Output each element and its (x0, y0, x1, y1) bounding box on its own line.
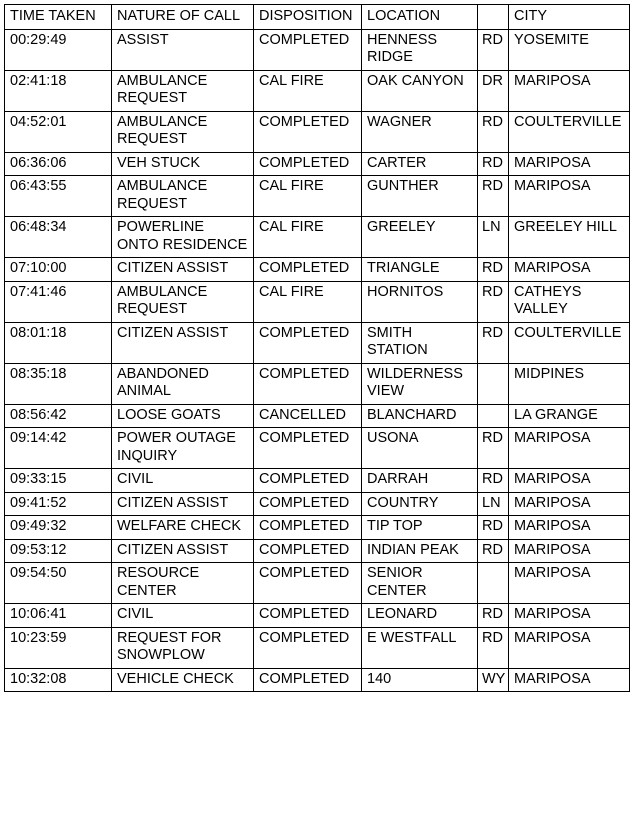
header-time-taken: TIME TAKEN (5, 5, 112, 30)
cell-time-taken: 09:41:52 (5, 492, 112, 516)
cell-nature-of-call: ASSIST (112, 29, 254, 70)
cell-street-suffix: RD (478, 469, 509, 493)
cell-disposition: COMPLETED (254, 668, 362, 692)
cell-time-taken: 02:41:18 (5, 70, 112, 111)
cell-street-suffix: DR (478, 70, 509, 111)
cell-disposition: COMPLETED (254, 604, 362, 628)
cell-nature-of-call: RESOURCE CENTER (112, 563, 254, 604)
cell-street-suffix: LN (478, 217, 509, 258)
cell-nature-of-call: POWER OUTAGE INQUIRY (112, 428, 254, 469)
cell-location: E WESTFALL (362, 627, 478, 668)
header-location: LOCATION (362, 5, 478, 30)
cell-street-suffix: RD (478, 258, 509, 282)
cell-nature-of-call: LOOSE GOATS (112, 404, 254, 428)
table-row (5, 281, 630, 322)
cell-city: CATHEYS VALLEY (509, 281, 630, 322)
table-row (5, 627, 630, 668)
cell-time-taken: 09:33:15 (5, 469, 112, 493)
cell-disposition: COMPLETED (254, 539, 362, 563)
cell-location: DARRAH (362, 469, 478, 493)
cell-location: SMITH STATION (362, 322, 478, 363)
cell-time-taken: 10:06:41 (5, 604, 112, 628)
table-row (5, 176, 630, 217)
table-row (5, 29, 630, 70)
cell-street-suffix: RD (478, 281, 509, 322)
cell-location: USONA (362, 428, 478, 469)
cell-nature-of-call: CIVIL (112, 604, 254, 628)
cell-time-taken: 06:48:34 (5, 217, 112, 258)
cell-location: COUNTRY (362, 492, 478, 516)
cell-nature-of-call: CIVIL (112, 469, 254, 493)
cell-time-taken: 09:54:50 (5, 563, 112, 604)
table-row (5, 70, 630, 111)
cell-disposition: COMPLETED (254, 322, 362, 363)
cell-time-taken: 08:56:42 (5, 404, 112, 428)
cell-nature-of-call: WELFARE CHECK (112, 516, 254, 540)
cell-nature-of-call: AMBULANCE REQUEST (112, 70, 254, 111)
cell-nature-of-call: VEH STUCK (112, 152, 254, 176)
table-row (5, 563, 630, 604)
cell-city: MARIPOSA (509, 152, 630, 176)
cell-city: MARIPOSA (509, 668, 630, 692)
cell-nature-of-call: CITIZEN ASSIST (112, 322, 254, 363)
cell-street-suffix: RD (478, 176, 509, 217)
table-row (5, 217, 630, 258)
header-city: CITY (509, 5, 630, 30)
header-street-suffix (478, 5, 509, 30)
cell-street-suffix: RD (478, 152, 509, 176)
cell-street-suffix (478, 363, 509, 404)
cell-disposition: CANCELLED (254, 404, 362, 428)
cell-disposition: COMPLETED (254, 516, 362, 540)
cell-nature-of-call: REQUEST FOR SNOWPLOW (112, 627, 254, 668)
cell-location: HENNESS RIDGE (362, 29, 478, 70)
cell-street-suffix: RD (478, 539, 509, 563)
cell-street-suffix: WY (478, 668, 509, 692)
cell-city: MARIPOSA (509, 604, 630, 628)
cell-time-taken: 06:43:55 (5, 176, 112, 217)
header-nature-of-call: NATURE OF CALL (112, 5, 254, 30)
cell-disposition: COMPLETED (254, 111, 362, 152)
cell-nature-of-call: AMBULANCE REQUEST (112, 111, 254, 152)
cell-city: COULTERVILLE (509, 322, 630, 363)
cell-city: COULTERVILLE (509, 111, 630, 152)
call-log-table (4, 4, 630, 692)
cell-location: HORNITOS (362, 281, 478, 322)
cell-nature-of-call: AMBULANCE REQUEST (112, 281, 254, 322)
table-row (5, 516, 630, 540)
cell-time-taken: 08:01:18 (5, 322, 112, 363)
table-row (5, 322, 630, 363)
header-row (5, 5, 630, 30)
cell-location: 140 (362, 668, 478, 692)
cell-street-suffix: RD (478, 627, 509, 668)
cell-nature-of-call: VEHICLE CHECK (112, 668, 254, 692)
cell-disposition: CAL FIRE (254, 70, 362, 111)
cell-nature-of-call: AMBULANCE REQUEST (112, 176, 254, 217)
cell-time-taken: 10:23:59 (5, 627, 112, 668)
cell-city: MARIPOSA (509, 70, 630, 111)
cell-location: WAGNER (362, 111, 478, 152)
cell-location: TIP TOP (362, 516, 478, 540)
cell-time-taken: 08:35:18 (5, 363, 112, 404)
cell-street-suffix: RD (478, 29, 509, 70)
cell-city: MARIPOSA (509, 469, 630, 493)
cell-time-taken: 07:41:46 (5, 281, 112, 322)
cell-location: LEONARD (362, 604, 478, 628)
cell-location: BLANCHARD (362, 404, 478, 428)
cell-city: MARIPOSA (509, 539, 630, 563)
table-row (5, 152, 630, 176)
cell-disposition: COMPLETED (254, 29, 362, 70)
cell-city: MARIPOSA (509, 492, 630, 516)
table-row (5, 258, 630, 282)
cell-disposition: COMPLETED (254, 258, 362, 282)
cell-city: MARIPOSA (509, 428, 630, 469)
cell-time-taken: 06:36:06 (5, 152, 112, 176)
cell-time-taken: 10:32:08 (5, 668, 112, 692)
cell-disposition: COMPLETED (254, 428, 362, 469)
cell-street-suffix: RD (478, 111, 509, 152)
cell-city: MARIPOSA (509, 627, 630, 668)
cell-nature-of-call: CITIZEN ASSIST (112, 539, 254, 563)
cell-city: MARIPOSA (509, 176, 630, 217)
cell-location: TRIANGLE (362, 258, 478, 282)
cell-city: YOSEMITE (509, 29, 630, 70)
cell-disposition: COMPLETED (254, 563, 362, 604)
cell-location: CARTER (362, 152, 478, 176)
table-row (5, 469, 630, 493)
cell-nature-of-call: CITIZEN ASSIST (112, 492, 254, 516)
cell-time-taken: 00:29:49 (5, 29, 112, 70)
cell-street-suffix: RD (478, 516, 509, 540)
table-body (5, 29, 630, 692)
table-row (5, 492, 630, 516)
cell-city: GREELEY HILL (509, 217, 630, 258)
table-row (5, 428, 630, 469)
cell-street-suffix (478, 404, 509, 428)
cell-location: WILDERNESS VIEW (362, 363, 478, 404)
cell-location: SENIOR CENTER (362, 563, 478, 604)
cell-location: GUNTHER (362, 176, 478, 217)
table-row (5, 111, 630, 152)
cell-disposition: COMPLETED (254, 152, 362, 176)
cell-disposition: COMPLETED (254, 469, 362, 493)
cell-city: MARIPOSA (509, 516, 630, 540)
cell-street-suffix: RD (478, 322, 509, 363)
cell-location: GREELEY (362, 217, 478, 258)
cell-time-taken: 09:53:12 (5, 539, 112, 563)
header-disposition: DISPOSITION (254, 5, 362, 30)
table-row (5, 668, 630, 692)
cell-street-suffix: LN (478, 492, 509, 516)
cell-location: INDIAN PEAK (362, 539, 478, 563)
cell-disposition: COMPLETED (254, 363, 362, 404)
cell-city: MARIPOSA (509, 563, 630, 604)
cell-disposition: CAL FIRE (254, 217, 362, 258)
cell-disposition: COMPLETED (254, 627, 362, 668)
cell-nature-of-call: POWERLINE ONTO RESIDENCE (112, 217, 254, 258)
table-row (5, 404, 630, 428)
cell-time-taken: 09:49:32 (5, 516, 112, 540)
cell-city: MARIPOSA (509, 258, 630, 282)
cell-city: LA GRANGE (509, 404, 630, 428)
cell-city: MIDPINES (509, 363, 630, 404)
table-row (5, 604, 630, 628)
cell-disposition: COMPLETED (254, 492, 362, 516)
table-row (5, 363, 630, 404)
cell-location: OAK CANYON (362, 70, 478, 111)
cell-time-taken: 07:10:00 (5, 258, 112, 282)
cell-street-suffix: RD (478, 428, 509, 469)
cell-nature-of-call: CITIZEN ASSIST (112, 258, 254, 282)
cell-time-taken: 04:52:01 (5, 111, 112, 152)
cell-street-suffix: RD (478, 604, 509, 628)
cell-disposition: CAL FIRE (254, 281, 362, 322)
table-header (5, 5, 630, 30)
cell-street-suffix (478, 563, 509, 604)
cell-disposition: CAL FIRE (254, 176, 362, 217)
cell-nature-of-call: ABANDONED ANIMAL (112, 363, 254, 404)
table-row (5, 539, 630, 563)
cell-time-taken: 09:14:42 (5, 428, 112, 469)
